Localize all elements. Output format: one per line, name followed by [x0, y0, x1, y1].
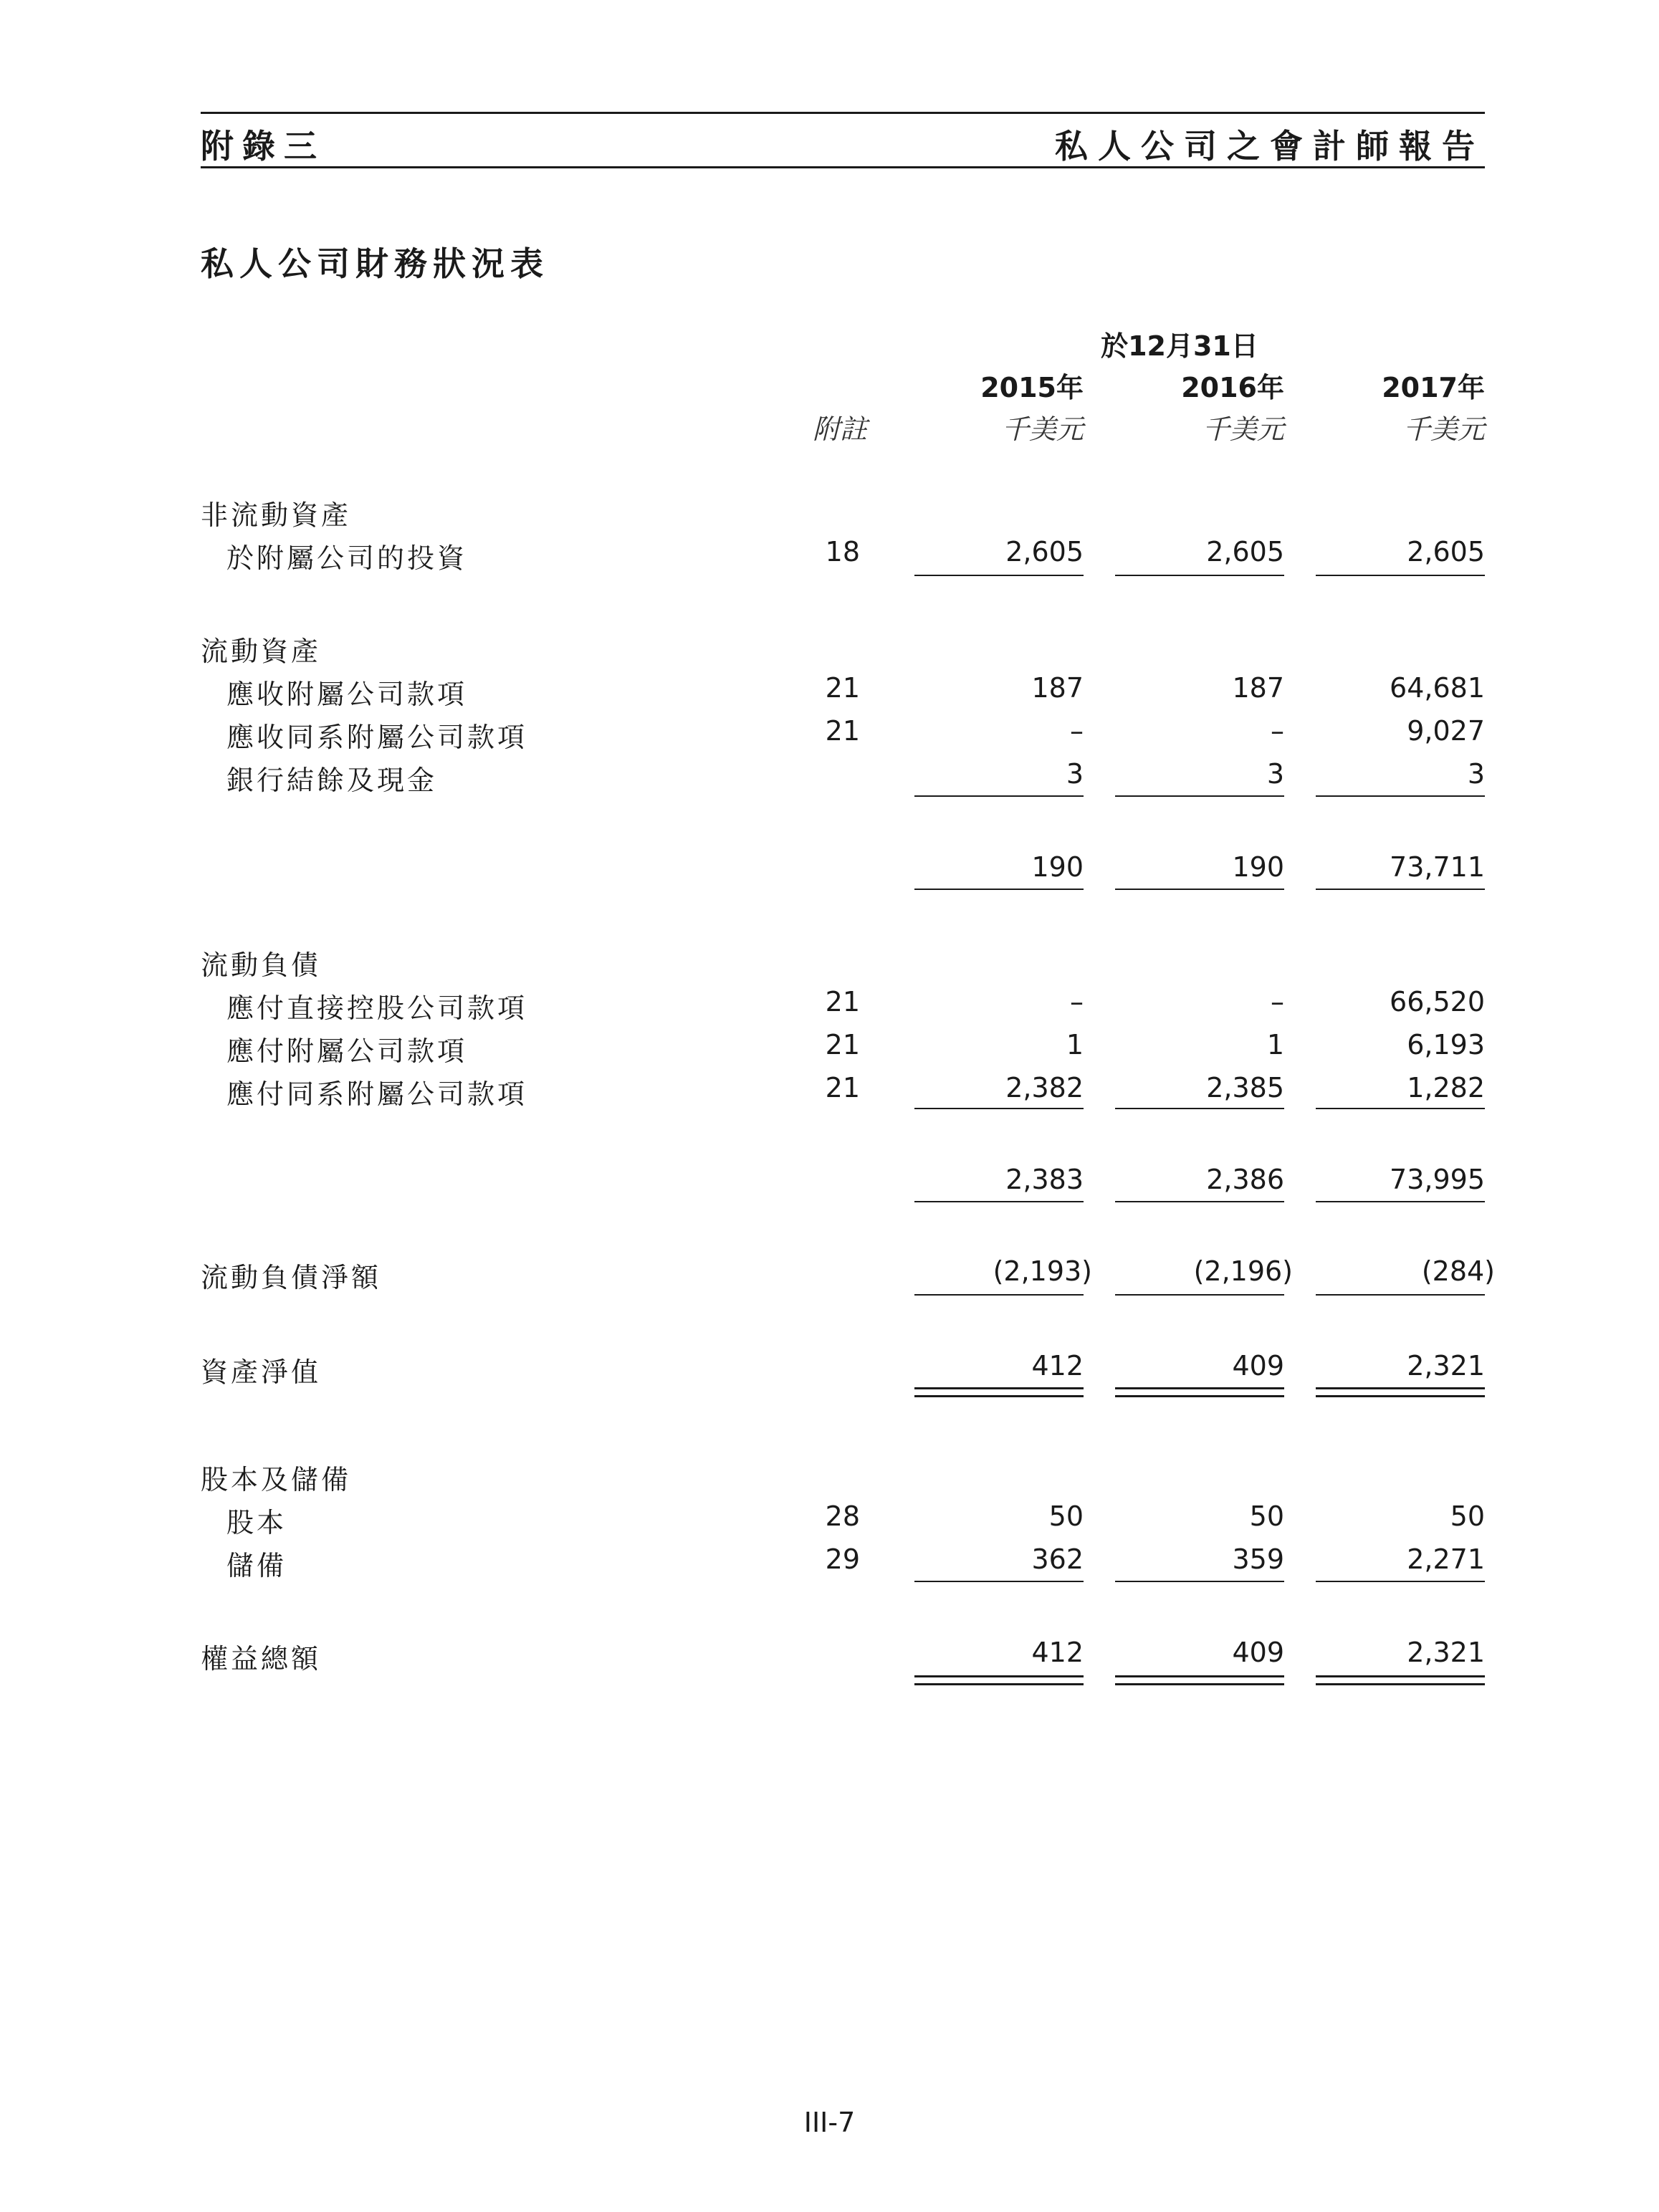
value-2016: 1	[1266, 1029, 1284, 1060]
underline	[1115, 575, 1284, 576]
section-label: 流動負債	[201, 949, 322, 981]
unit-2016: 千美元	[1202, 413, 1284, 445]
row-label: 應收附屬公司款項	[226, 679, 468, 710]
row-note: 21	[825, 986, 860, 1018]
subtotal-row	[0, 1164, 1659, 1207]
value-2015: 3	[1066, 758, 1084, 790]
underline	[1115, 795, 1284, 797]
value-2015: 412	[1031, 1350, 1084, 1382]
header-bottom-rule	[201, 166, 1485, 168]
underline	[914, 1201, 1084, 1202]
value-2017: 73,995	[1390, 1164, 1485, 1195]
value-2016: –	[1271, 986, 1284, 1018]
section-non-current-assets	[0, 493, 1659, 536]
unit-2017: 千美元	[1402, 413, 1485, 445]
value-2017: 2,605	[1407, 536, 1485, 568]
table-row	[0, 672, 1659, 715]
value-2016: 409	[1232, 1350, 1284, 1382]
value-2015: 2,382	[1005, 1072, 1084, 1103]
double-underline	[1115, 1675, 1284, 1685]
date-group-header: 於12月31日	[1101, 330, 1258, 362]
underline	[1316, 575, 1485, 576]
value-2016: 2,605	[1206, 536, 1284, 568]
value-2016: 2,385	[1206, 1072, 1284, 1103]
value-2017: 6,193	[1407, 1029, 1485, 1060]
page-number: III-7	[803, 2107, 856, 2138]
value-2015: 2,383	[1005, 1164, 1084, 1195]
value-2017: 66,520	[1390, 986, 1485, 1018]
net-assets-row	[0, 1350, 1659, 1393]
row-label: 應付附屬公司款項	[226, 1035, 468, 1067]
value-2016: –	[1271, 715, 1284, 747]
table-row	[0, 1029, 1659, 1072]
underline	[1316, 1581, 1485, 1582]
value-2017: 2,321	[1407, 1350, 1485, 1382]
value-2017: 73,711	[1390, 851, 1485, 883]
header-right: 私人公司之會計師報告	[1055, 127, 1485, 166]
double-underline	[1316, 1387, 1485, 1397]
row-note: 28	[825, 1500, 860, 1532]
table-row	[0, 1500, 1659, 1543]
underline	[1115, 889, 1284, 890]
table-row	[0, 1543, 1659, 1586]
row-label: 權益總額	[201, 1643, 322, 1675]
net-current-liabilities-row	[0, 1255, 1659, 1298]
double-underline	[1115, 1387, 1284, 1397]
row-label: 股本	[226, 1507, 287, 1538]
value-2016: 190	[1232, 851, 1284, 883]
value-2015: 2,605	[1005, 536, 1084, 568]
row-label: 應付同系附屬公司款項	[226, 1078, 528, 1110]
double-underline	[1316, 1675, 1485, 1685]
underline	[1316, 1294, 1485, 1296]
total-equity-row	[0, 1637, 1659, 1680]
row-note: 21	[825, 715, 860, 747]
subtotal-row	[0, 851, 1659, 894]
row-note: 18	[825, 536, 860, 568]
row-note: 29	[825, 1543, 860, 1575]
row-label: 流動負債淨額	[201, 1262, 382, 1293]
table-row	[0, 758, 1659, 801]
double-underline	[914, 1675, 1084, 1685]
value-2017: 9,027	[1407, 715, 1485, 747]
row-note: 21	[825, 672, 860, 704]
underline	[1316, 1108, 1485, 1109]
section-current-liabilities	[0, 943, 1659, 986]
underline	[914, 889, 1084, 890]
row-note: 21	[825, 1072, 860, 1103]
year-2016: 2016年	[1181, 372, 1284, 403]
value-2017: 2,321	[1407, 1637, 1485, 1668]
value-2015: 187	[1031, 672, 1084, 704]
underline	[1115, 1201, 1284, 1202]
value-2016: 409	[1232, 1637, 1284, 1668]
value-2015: 1	[1066, 1029, 1084, 1060]
value-2016: (2,196)	[1193, 1255, 1293, 1287]
year-2017: 2017年	[1382, 372, 1485, 403]
underline	[914, 1581, 1084, 1582]
row-label: 資產淨值	[201, 1356, 322, 1388]
page-title: 私人公司財務狀況表	[201, 244, 549, 283]
table-row	[0, 536, 1659, 579]
row-label: 於附屬公司的投資	[226, 542, 468, 574]
section-label: 非流動資產	[201, 499, 352, 531]
value-2015: 412	[1031, 1637, 1084, 1668]
underline	[1115, 1581, 1284, 1582]
row-label: 應收同系附屬公司款項	[226, 722, 528, 753]
value-2015: 190	[1031, 851, 1084, 883]
underline	[1115, 1108, 1284, 1109]
underline	[1316, 795, 1485, 797]
double-underline	[914, 1387, 1084, 1397]
underline	[914, 1294, 1084, 1296]
section-label: 股本及儲備	[201, 1464, 352, 1495]
row-note: 21	[825, 1029, 860, 1060]
underline	[914, 575, 1084, 576]
value-2017: 2,271	[1407, 1543, 1485, 1575]
section-capital-reserves	[0, 1457, 1659, 1500]
value-2016: 50	[1249, 1500, 1284, 1532]
value-2017: (284)	[1421, 1255, 1495, 1287]
underline	[1316, 1201, 1485, 1202]
section-current-assets	[0, 629, 1659, 672]
row-label: 儲備	[226, 1550, 287, 1581]
header-left: 附錄三	[201, 127, 325, 166]
value-2015: –	[1070, 986, 1084, 1018]
year-2015: 2015年	[980, 372, 1084, 403]
value-2015: 362	[1031, 1543, 1084, 1575]
value-2017: 50	[1450, 1500, 1485, 1532]
value-2017: 3	[1467, 758, 1485, 790]
table-row	[0, 986, 1659, 1029]
header-top-rule	[201, 112, 1485, 114]
value-2015: (2,193)	[993, 1255, 1092, 1287]
unit-2015: 千美元	[1001, 413, 1084, 445]
underline	[914, 1108, 1084, 1109]
underline	[914, 795, 1084, 797]
value-2016: 3	[1266, 758, 1284, 790]
value-2016: 2,386	[1206, 1164, 1284, 1195]
value-2017: 1,282	[1407, 1072, 1485, 1103]
table-row	[0, 715, 1659, 758]
value-2015: 50	[1048, 1500, 1084, 1532]
value-2016: 359	[1232, 1543, 1284, 1575]
underline	[1316, 889, 1485, 890]
value-2016: 187	[1232, 672, 1284, 704]
section-label: 流動資產	[201, 636, 322, 667]
row-label: 應付直接控股公司款項	[226, 992, 528, 1024]
note-header: 附註	[812, 413, 867, 445]
value-2017: 64,681	[1390, 672, 1485, 704]
underline	[1115, 1294, 1284, 1296]
value-2015: –	[1070, 715, 1084, 747]
row-label: 銀行結餘及現金	[226, 765, 438, 796]
